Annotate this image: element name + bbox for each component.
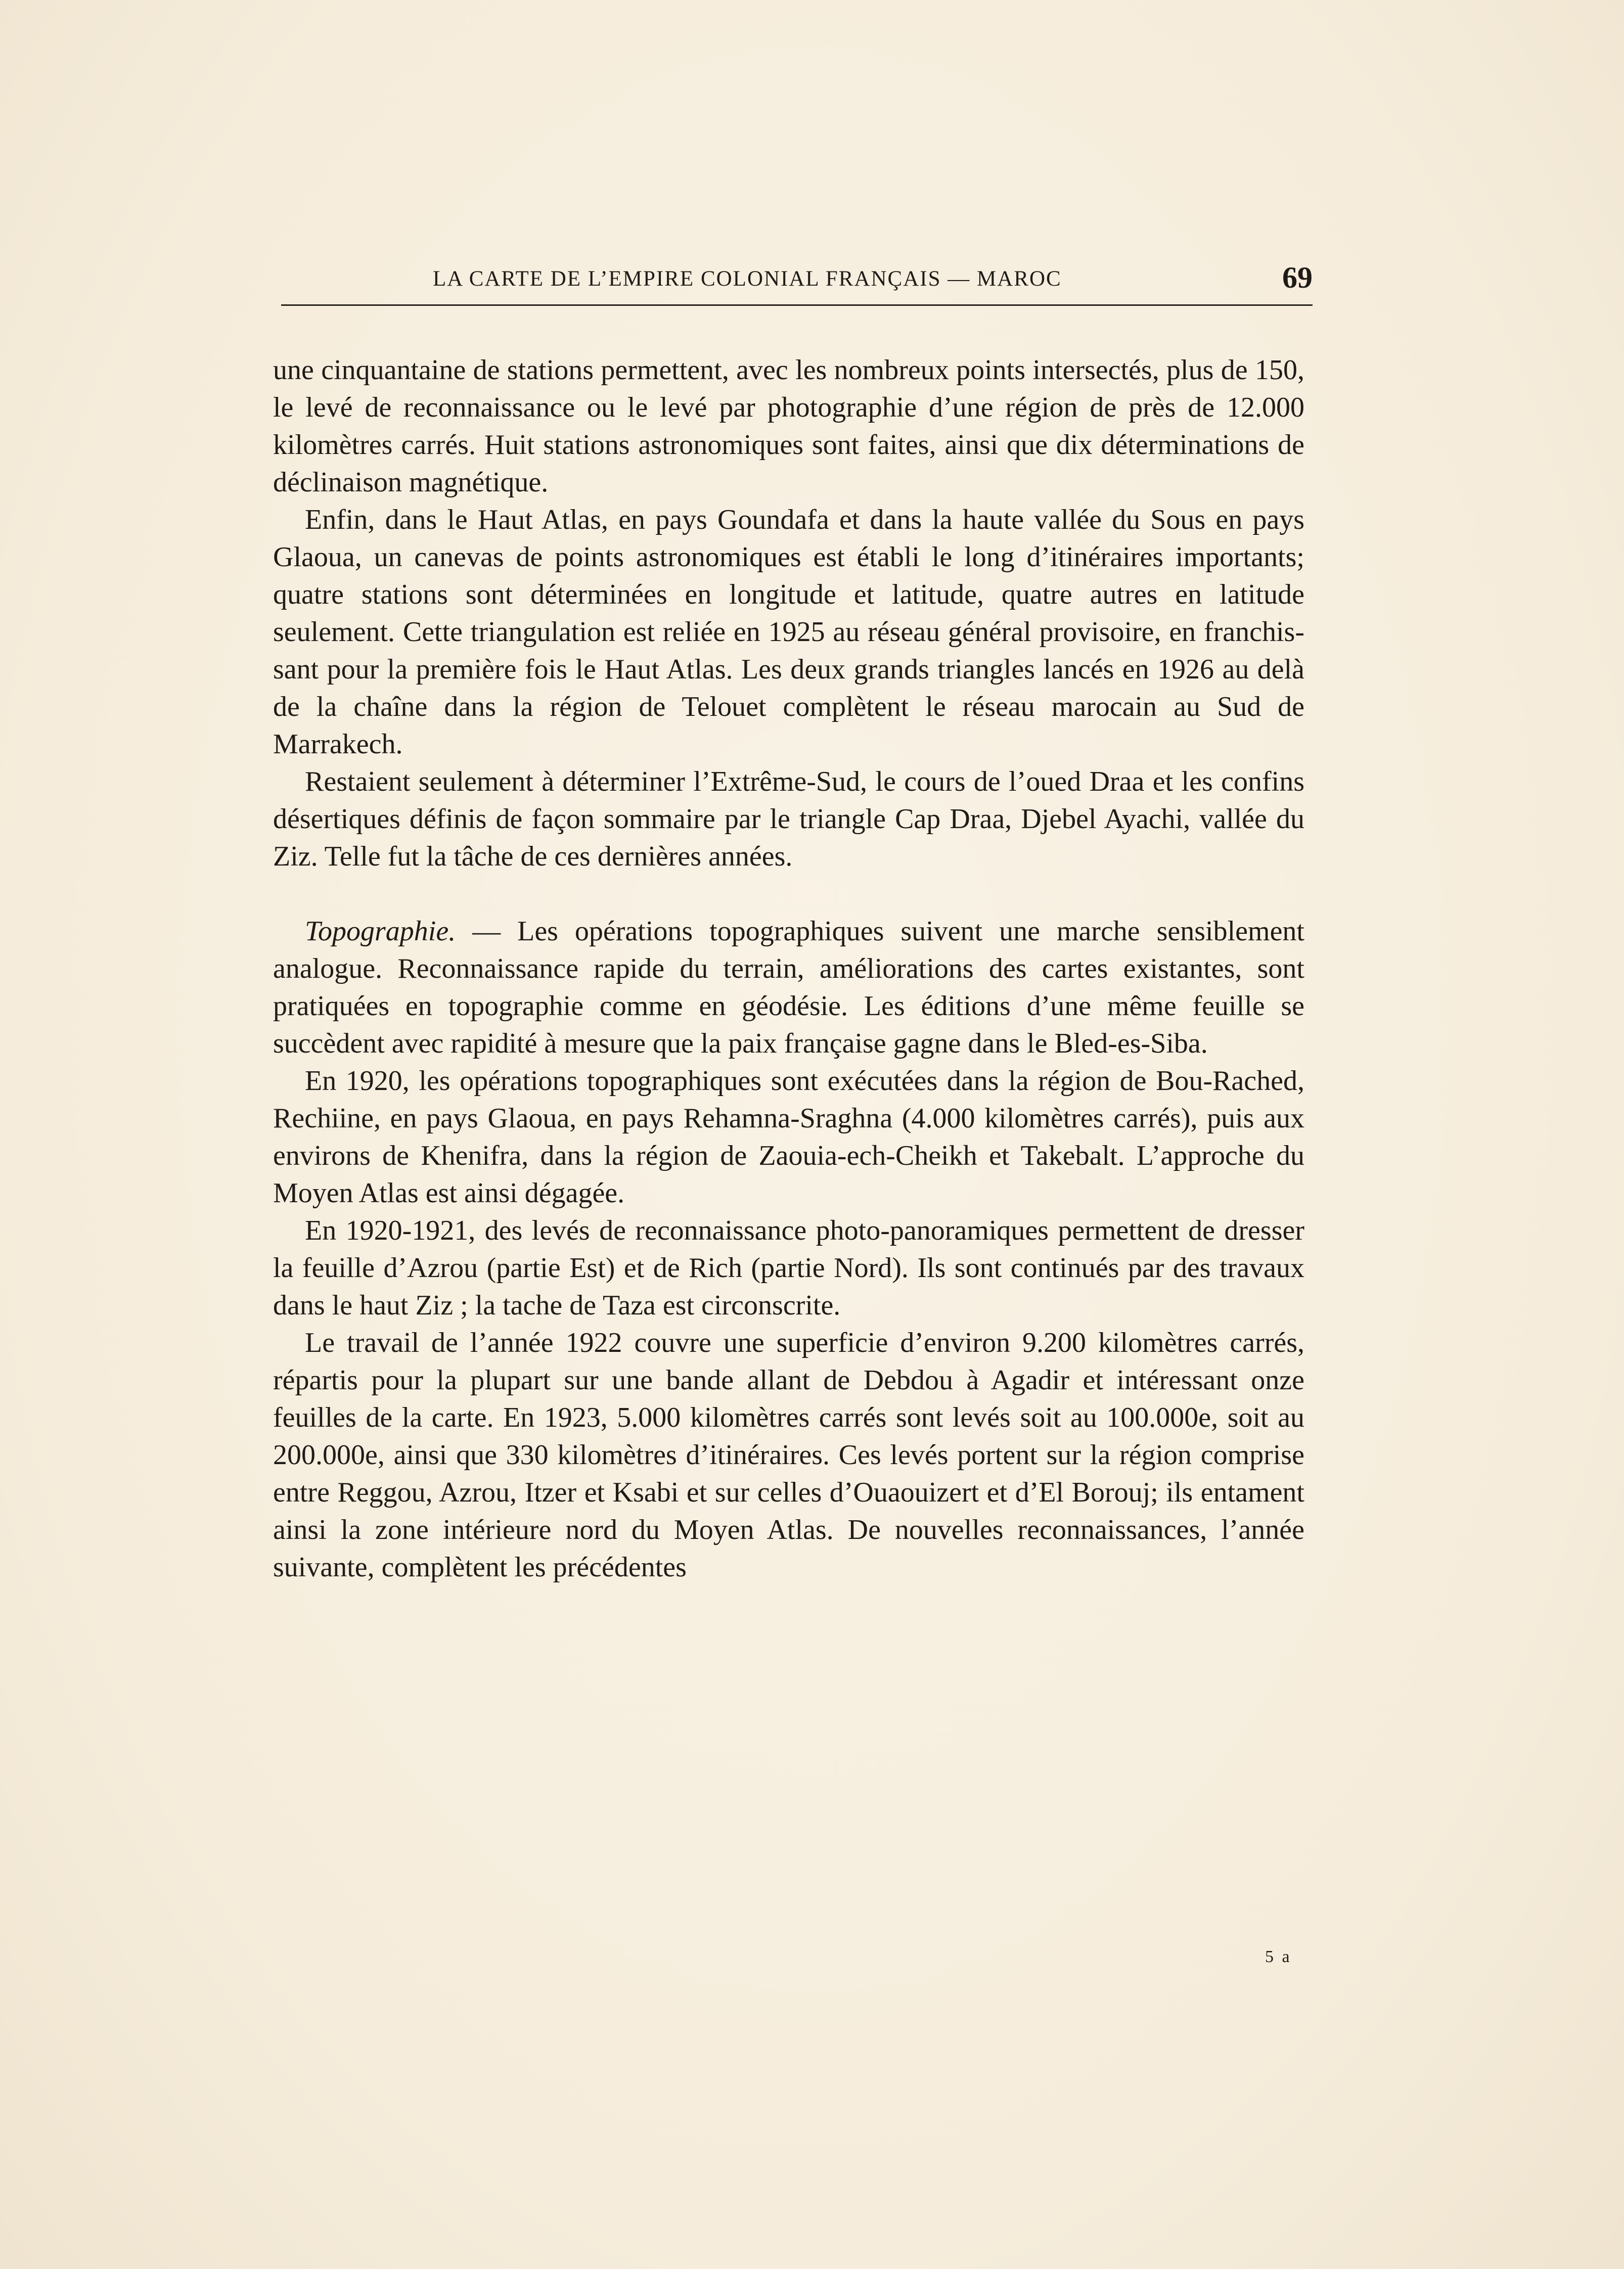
- paragraph: une cinquantaine de stations permettent, avec les nombreux points intersectés, plus de 150, le levé de reconnaissance ou le levé par photographie d’une région de près de 12.000 kilomètres carrés. Huit stations astronomiques sont faites, ainsi que dix déterminations de déclinaison magnétique.: [273, 354, 1304, 498]
- page-number: 69: [1282, 261, 1313, 294]
- body-text: [273, 351, 1304, 1586]
- paragraph: En 1920-1921, des levés de reconnaissance photo-panoramiques permettent de dresser la feuille d’Azrou (partie Est) et de Rich (partie Nord). Ils sont continués par des travaux dans le haut Ziz ; la tache de Taza est circonscrite.: [273, 1215, 1304, 1321]
- paragraph: En 1920, les opérations topographiques sont exécutées dans la région de Bou-Rached, Rechiine, en pays Glaoua, en pays Rehamna-Sraghna (4.000 kilomètres carrés), puis aux environs de Khenifra, dans la région de Zaouia-ech-Cheikh et Takebalt. L’approche du Moyen Atlas est ainsi dégagée.: [273, 1065, 1304, 1209]
- page-header: [281, 260, 1313, 301]
- signature-mark: 5 a: [1265, 1947, 1292, 1966]
- paragraph: Enfin, dans le Haut Atlas, en pays Goundafa et dans la haute vallée du Sous en pays Glaoua, un canevas de points astronomiques est établi le long d’itinéraires importants; quatre stations sont déterminées en longitude et latitude, quatre autres en latitude seulement. Cette triangulation est reliée en 1925 au réseau général provisoire, en franchissant pour la première fois le Haut Atlas. Les deux grands triangles lancés en 1926 au delà de la chaîne dans la région de Telouet complètent le réseau marocain au Sud de Marrakech.: [273, 504, 1304, 760]
- section-paragraph: [273, 913, 1304, 1062]
- running-title: LA CARTE DE L’EMPIRE COLONIAL FRANÇAIS — MAROC: [433, 267, 1062, 291]
- paragraph: Le travail de l’année 1922 couvre une superficie d’environ 9.200 kilomètres carrés, répartis pour la plupart sur une bande allant de Debdou à Agadir et intéressant onze feuilles de la carte. En 1923, 5.000 kilomètres carrés sont levés soit au 100.000e, soit au 200.000e, ainsi que 330 kilomètres d’itinéraires. Ces levés portent sur la région comprise entre Reggou, Azrou, Itzer et Ksabi et sur celles d’Ouaouizert et d’El Borouj; ils entament ainsi la zone intérieure nord du Moyen Atlas. De nouvelles reconnaissances, l’année suivante, complètent les précédentes: [273, 1327, 1304, 1583]
- section-label: Topographie.: [305, 916, 456, 947]
- section-intro: — Les opérations topographiques suivent une marche sensiblement analogue. Reconnaissance rapide du terrain, améliorations des cartes existantes, sont pratiquées en topographie comme en géodésie. Les éditions d’une même feuille se succèdent avec rapidité à mesure que la paix française gagne dans le Bled-es-Siba.: [273, 916, 1304, 1059]
- header-rule: [281, 304, 1313, 306]
- paragraph: Restaient seulement à déterminer l’Extrême-Sud, le cours de l’oued Draa et les confins désertiques définis de façon sommaire par le triangle Cap Draa, Djebel Ayachi, vallée du Ziz. Telle fut la tâche de ces dernières années.: [273, 766, 1304, 872]
